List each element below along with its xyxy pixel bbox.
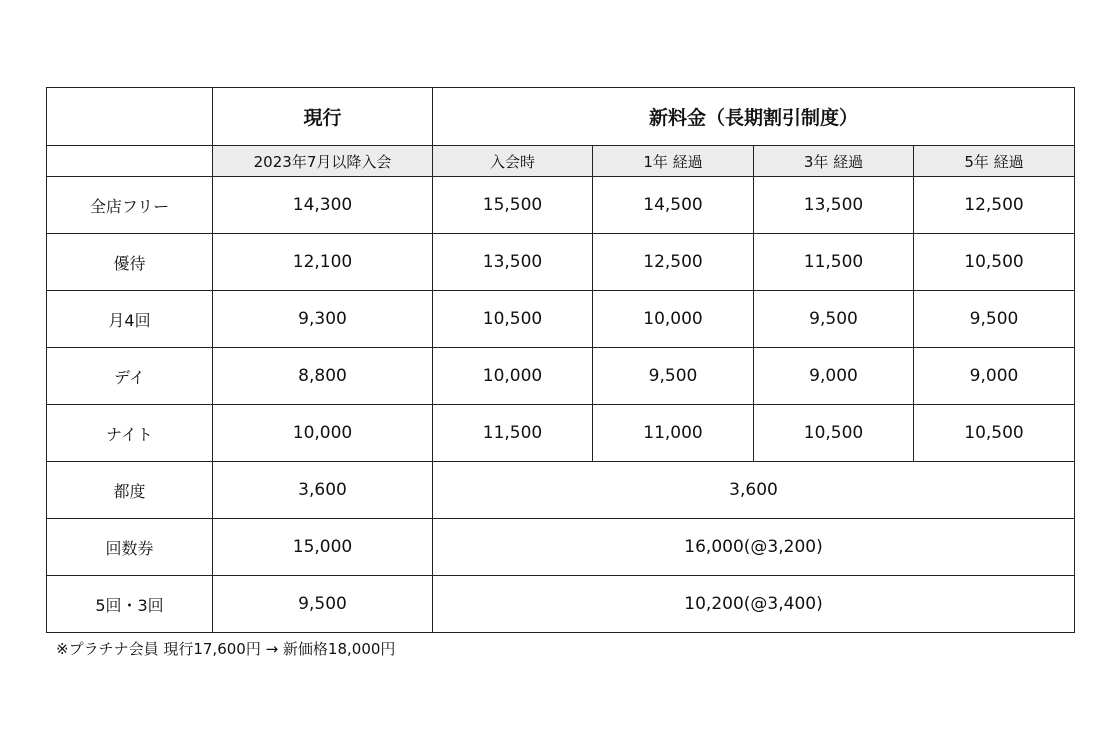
current-header: 現行 — [213, 88, 433, 146]
current-price: 9,500 — [213, 576, 433, 633]
new-price-1year: 10,000 — [593, 291, 754, 348]
new-price-1year: 11,000 — [593, 405, 754, 462]
table-row — [47, 348, 1075, 405]
table-row — [47, 234, 1075, 291]
table-row — [47, 576, 1075, 633]
new-price-join: 15,500 — [433, 177, 593, 234]
current-price: 12,100 — [213, 234, 433, 291]
new-price-3year: 10,500 — [754, 405, 914, 462]
new-price-5year: 9,000 — [914, 348, 1075, 405]
subheader-corner-cell — [47, 146, 213, 177]
current-price: 10,000 — [213, 405, 433, 462]
row-label: ナイト — [47, 405, 213, 462]
subheader-3year: 3年 経過 — [754, 146, 914, 177]
table-row — [47, 462, 1075, 519]
new-price-1year: 9,500 — [593, 348, 754, 405]
table-row — [47, 177, 1075, 234]
new-price-3year: 9,500 — [754, 291, 914, 348]
header-row — [47, 88, 1075, 146]
current-price: 8,800 — [213, 348, 433, 405]
new-price-join: 10,000 — [433, 348, 593, 405]
row-label: デイ — [47, 348, 213, 405]
new-price-merged: 3,600 — [433, 462, 1075, 519]
new-price-5year: 9,500 — [914, 291, 1075, 348]
current-price: 14,300 — [213, 177, 433, 234]
subheader-1year: 1年 経過 — [593, 146, 754, 177]
row-label: 都度 — [47, 462, 213, 519]
new-price-5year: 10,500 — [914, 234, 1075, 291]
new-price-header: 新料金（長期割引制度） — [433, 88, 1075, 146]
new-price-1year: 14,500 — [593, 177, 754, 234]
row-label: 全店フリー — [47, 177, 213, 234]
new-price-3year: 11,500 — [754, 234, 914, 291]
new-price-merged: 10,200(@3,400) — [433, 576, 1075, 633]
table-row — [47, 519, 1075, 576]
new-price-join: 13,500 — [433, 234, 593, 291]
row-label: 5回・3回 — [47, 576, 213, 633]
row-label: 優待 — [47, 234, 213, 291]
table-row — [47, 405, 1075, 462]
new-price-merged: 16,000(@3,200) — [433, 519, 1075, 576]
row-label: 回数券 — [47, 519, 213, 576]
new-price-join: 11,500 — [433, 405, 593, 462]
footnote: ※プラチナ会員 現行17,600円 → 新価格18,000円 — [56, 640, 396, 658]
row-label: 月4回 — [47, 291, 213, 348]
new-price-join: 10,500 — [433, 291, 593, 348]
current-price: 9,300 — [213, 291, 433, 348]
new-price-3year: 13,500 — [754, 177, 914, 234]
current-price: 3,600 — [213, 462, 433, 519]
new-price-5year: 12,500 — [914, 177, 1075, 234]
current-price: 15,000 — [213, 519, 433, 576]
subheader-5year: 5年 経過 — [914, 146, 1075, 177]
subheader-row — [47, 146, 1075, 177]
subheader-join: 入会時 — [433, 146, 593, 177]
corner-cell — [47, 88, 213, 146]
new-price-3year: 9,000 — [754, 348, 914, 405]
current-subheader: 2023年7月以降入会 — [213, 146, 433, 177]
new-price-1year: 12,500 — [593, 234, 754, 291]
price-table — [46, 87, 1075, 633]
new-price-5year: 10,500 — [914, 405, 1075, 462]
table-row — [47, 291, 1075, 348]
